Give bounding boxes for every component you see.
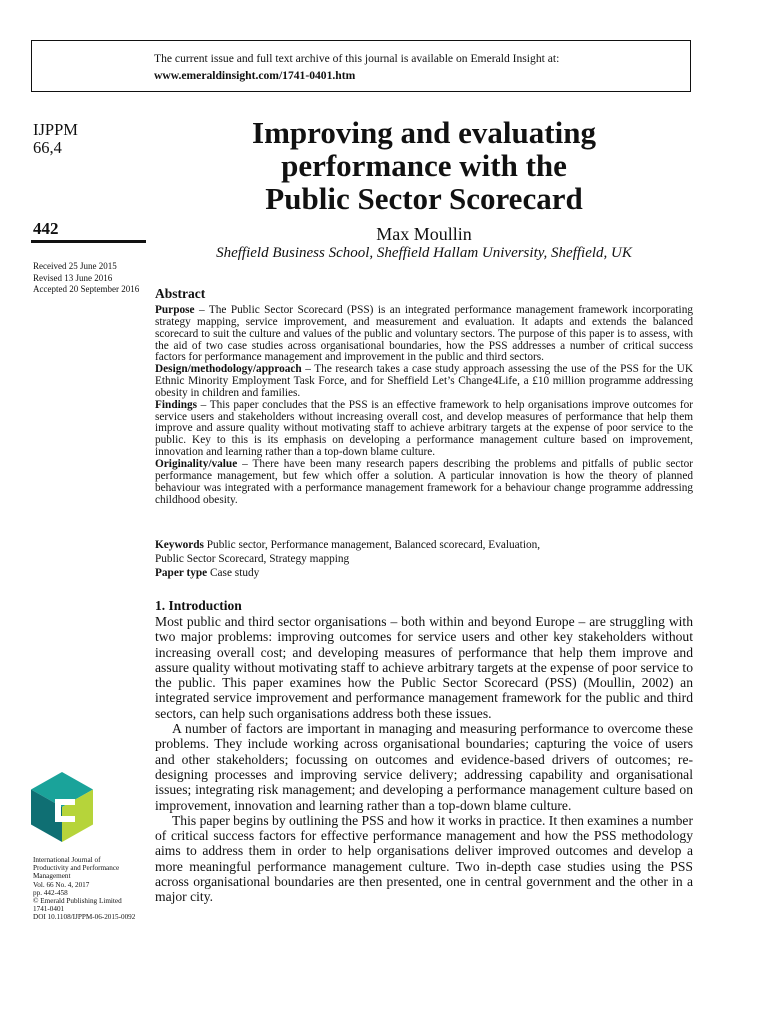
journal-info-line: © Emerald Publishing Limited xyxy=(33,897,122,906)
date-accepted: Accepted 20 September 2016 xyxy=(33,284,140,294)
journal-volume-issue: 66,4 xyxy=(33,138,62,157)
abstract-originality xyxy=(155,459,693,506)
journal-info xyxy=(33,856,135,922)
journal-info-line: DOI 10.1108/IJPPM-06-2015-0092 xyxy=(33,913,136,922)
author-affiliation: Sheffield Business School, Sheffield Hallam University, Sheffield, UK xyxy=(216,245,632,261)
keywords-label: Keywords xyxy=(155,539,204,551)
journal-abbreviation xyxy=(33,121,78,157)
abstract-label: Design/methodology/approach xyxy=(155,363,302,376)
keywords-line xyxy=(155,538,693,552)
paper-title xyxy=(156,116,692,215)
title-line: Improving and evaluating xyxy=(252,115,596,150)
page-number-rule xyxy=(31,240,146,243)
crossref-logo-icon xyxy=(31,772,93,842)
paragraph: A number of factors are important in managing and measuring performance to overcome these problems. They include working across organisational boundaries; capturing the voice of users and other stakeholders; focussing on outcomes and evidence-based drivers of outcomes; re-designing processes and improving service delivery; addressing capability and organisational issues; integrating risk management; and developing a performance management culture based on improvement, innovation and learning rather than a top-down blame culture. xyxy=(155,721,693,813)
abstract-purpose xyxy=(155,305,693,364)
abstract-findings xyxy=(155,400,693,459)
abstract-body xyxy=(155,305,693,506)
access-notice-text: The current issue and full text archive of this journal is available on Emerald Insight at: xyxy=(154,52,560,65)
keywords xyxy=(155,538,693,566)
journal-info-line: Vol. 66 No. 4, 2017 xyxy=(33,880,90,889)
abstract-text: – The Public Sector Scorecard (PSS) is an integrated performance management framework incorporating strategy mapping, service improvement, and measurement and evaluation. It adapts and extends the balanced scorecard to suit the culture and values of the public and voluntary sectors. The purpose of this paper is to assess, with the aid of two case studies across organisational boundaries, how the PSS addresses a number of critical success factors for performance management and improvement in the public and third sectors. xyxy=(155,304,693,364)
keywords-line: Public Sector Scorecard, Strategy mapping xyxy=(155,553,350,566)
journal-abbr-text: IJPPM xyxy=(33,120,78,139)
journal-info-line: Management xyxy=(33,872,71,881)
abstract-text: – This paper concludes that the PSS is an effective framework to help organisations improve outcomes for service users and stakeholders without increasing overall cost, and develop measures of performance that help them improve and assure quality without motivating staff to achieve arbitrary targets at the expense of poor service to the public. Key to this is its emphasis on developing a performance management culture based on improvement, innovation and learning rather than a top-down blame culture. xyxy=(155,398,693,459)
section-heading-introduction: 1. Introduction xyxy=(155,598,242,613)
access-notice-box xyxy=(31,40,691,92)
paper-type xyxy=(155,567,259,579)
submission-dates xyxy=(33,261,139,296)
abstract-text: – There have been many research papers describing the problems and pitfalls of public sector performance management, but few which offer a solution. A particular innovation is how the theory of planned behaviour was integrated with a performance management framework for a behaviour change programme addressing childhood obesity. xyxy=(155,457,693,506)
author-name: Max Moullin xyxy=(376,224,472,244)
paragraph: This paper begins by outlining the PSS and how it works in practice. It then examines a number of critical success factors for effective performance management and how the PSS methodology aims to address them in order to help organisations deliver improved outcomes and develop a more meaningful performance management culture. Two in-depth case studies using the PSS across organisational boundaries are then presented, one in central government and the other in a major city. xyxy=(155,812,693,905)
journal-info-line: pp. 442-458 xyxy=(33,888,68,897)
title-line: Public Sector Scorecard xyxy=(265,181,583,216)
abstract-heading: Abstract xyxy=(155,286,206,301)
abstract-text: – The research takes a case study approach assessing the use of the PSS for the UK Ethnic Minority Employment Task Force, and for Sheffield Let’s Change4Life, a £10 million programme addressing obesity in children and families. xyxy=(155,363,693,399)
abstract-label: Originality/value xyxy=(155,457,238,470)
page-number: 442 xyxy=(33,219,59,238)
abstract-design xyxy=(155,364,693,400)
access-notice-url[interactable]: www.emeraldinsight.com/1741-0401.htm xyxy=(154,69,356,82)
paper-type-value: Case study xyxy=(207,567,260,579)
paper-type-label: Paper type xyxy=(155,567,208,579)
journal-info-line: Productivity and Performance xyxy=(33,864,120,873)
date-revised: Revised 13 June 2016 xyxy=(33,272,113,283)
abstract-label: Findings xyxy=(155,398,198,411)
date-received: Received 25 June 2015 xyxy=(33,261,117,271)
title-line: performance with the xyxy=(281,148,567,183)
journal-info-line: 1741-0401 xyxy=(33,905,65,914)
introduction-body xyxy=(155,614,693,905)
abstract-label: Purpose xyxy=(155,304,195,316)
journal-info-line: International Journal of xyxy=(33,856,101,864)
paragraph: Most public and third sector organisations – both within and beyond Europe – are struggling with two major problems: improving outcomes for service users and other key stakeholders without increasing overall cost; and developing measures of performance that help them improve and assure quality without motivating staff to achieve arbitrary targets at the expense of poor service to the public. This paper examines how the Public Sector Scorecard (PSS) (Moullin, 2002) an integrated service improvement and performance management framework for the public and third sectors, can help such organisations address both these issues. xyxy=(155,614,693,721)
keywords-text: Public sector, Performance management, Balanced scorecard, Evaluation, xyxy=(203,539,541,551)
